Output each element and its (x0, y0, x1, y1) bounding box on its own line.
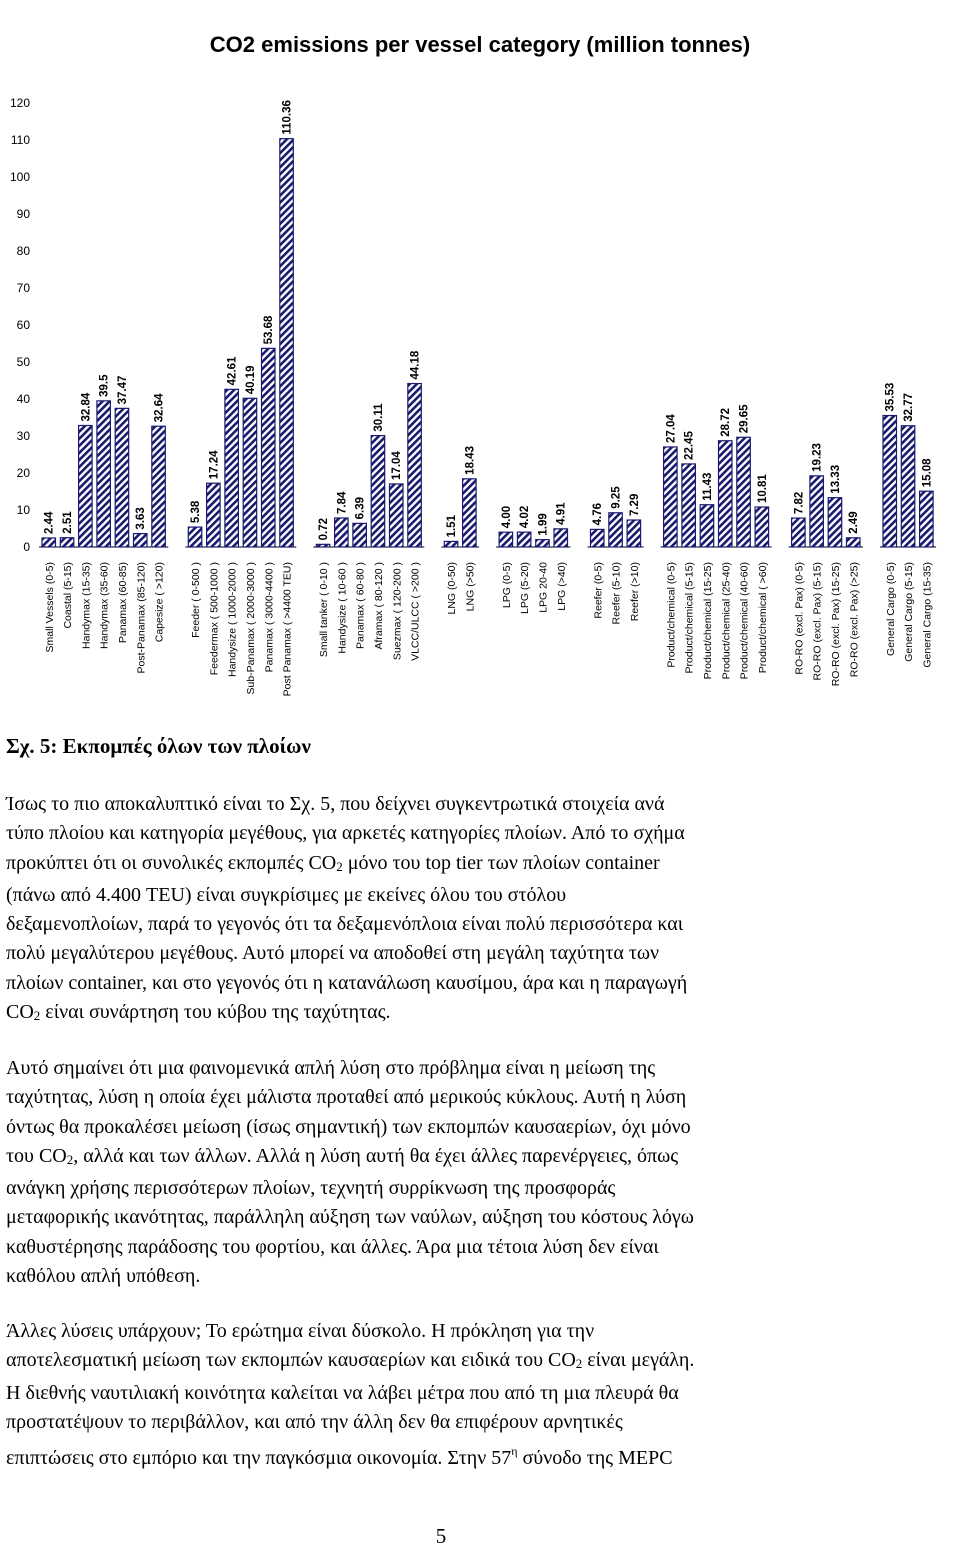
bar-value-label: 7.82 (793, 491, 806, 515)
bar-value-label: 1.51 (446, 515, 459, 538)
y-tick-label: 20 (16, 466, 30, 480)
category-label: Panamax ( 3000-4400 ) (263, 562, 276, 673)
category-label: General Cargo (0-5) (884, 562, 897, 656)
category-label: Capesize ( >120) (153, 562, 166, 643)
figure-caption: Σχ. 5: Εκπομπές όλων των πλοίων (6, 734, 311, 758)
bar-value-label: 7.84 (336, 491, 349, 514)
y-tick-label: 50 (16, 355, 30, 369)
p1-line-2: τύπο πλοίου και κατηγορία μεγέθους, για αρκετές κατηγορίες πλοίων. Από το σχήμα (6, 822, 685, 845)
bar-value-label: 37.47 (116, 375, 129, 405)
bar-value-label: 2.51 (62, 511, 75, 534)
category-label: Product/chemical (40-60) (738, 562, 751, 680)
bar (828, 498, 842, 547)
bar-value-label: 19.23 (811, 443, 824, 472)
bar-value-label: 18.43 (464, 446, 477, 475)
bar-value-label: 5.38 (190, 500, 203, 524)
bar-value-label: 35.53 (884, 382, 897, 412)
category-label: Handysize ( 1000-2000 ) (226, 562, 239, 677)
bar (371, 436, 385, 547)
category-label: Aframax ( 80-120 ) (372, 562, 385, 650)
bar-value-label: 32.77 (903, 392, 916, 422)
category-label: Product/chemical ( >60) (756, 562, 769, 674)
category-label: LPG 20-40 (537, 562, 550, 613)
bar-value-label: 0.72 (318, 517, 331, 541)
bar (262, 348, 276, 547)
bar-value-label: 4.00 (500, 505, 513, 529)
category-label: Feedermax ( 500-1000 ) (208, 562, 221, 676)
y-tick-label: 110 (10, 133, 30, 147)
p2-line-5: ανάγκη χρήσης περισσότερων πλοίων, τεχνητή συρρίκνωση της προσφοράς (6, 1177, 616, 1200)
bar (755, 507, 769, 547)
category-label: LPG (5-20) (519, 562, 532, 614)
p1-line-5: δεξαμενοπλοίων, παρά το γεγονός ότι τα δεξαμενόπλοια είναι πολύ περισσότερα και (6, 913, 684, 936)
category-label: LPG (>40) (555, 562, 568, 611)
p1-line-3: προκύπτει ότι οι συνολικές εκπομπές $CO_2$ μόνο του top tier των πλοίων container (6, 851, 660, 874)
category-label: Product/chemical (25-40) (720, 562, 733, 680)
bar (79, 425, 93, 547)
bar-value-label: 15.08 (921, 458, 934, 488)
bar (664, 447, 678, 547)
bar-value-label: 40.19 (244, 365, 257, 395)
p1-line-6: πολύ μεγαλύτερου μεγέθους. Αυτό μπορεί να αποδοθεί στη μεγάλη ταχύτητα των (6, 942, 660, 965)
category-label: RO-RO (excl. Pax) (>25) (848, 562, 861, 678)
category-label: LPG (0-5) (500, 562, 513, 609)
chart-category-labels (44, 562, 934, 696)
bar (115, 408, 129, 547)
category-label: Reefer (5-10) (610, 562, 623, 625)
category-label: Suezmax ( 120-200 ) (391, 562, 404, 661)
bar (792, 518, 806, 547)
bar (134, 534, 148, 547)
p1-line-1: Ίσως το πιο αποκαλυπτικό είναι το Σχ. 5, που δείχνει συγκεντρωτικά στοιχεία ανά (6, 793, 665, 815)
p2-line-2: ταχύτητας, λύση η οποία έχει μάλιστα προταθεί από μερικούς κύκλους. Αυτή η λύση (6, 1086, 687, 1109)
bar (60, 538, 74, 547)
bar (225, 389, 239, 547)
category-label: Handymax (35-60) (98, 562, 111, 649)
category-label: Sub-Panamax ( 2000-3000 ) (244, 562, 257, 695)
bar-value-label: 30.11 (372, 403, 385, 432)
category-label: Coastal (5-15) (62, 562, 75, 629)
bar (737, 437, 751, 547)
bar-value-label: 17.04 (391, 451, 404, 480)
bar (390, 484, 404, 547)
bar-value-label: 32.64 (153, 393, 166, 423)
bar-value-label: 28.72 (720, 407, 733, 437)
y-tick-label: 40 (16, 392, 30, 406)
bar-value-label: 4.02 (519, 505, 532, 529)
category-label: Panamax ( 60-80 ) (354, 562, 367, 649)
p3-line-2: αποτελεσματική μείωση των εκπομπών καυσαερίων και ειδικά του $CO_2$ είναι μεγάλη. (6, 1349, 695, 1372)
bar-value-label: 9.25 (610, 486, 623, 509)
bar (444, 541, 458, 547)
bar (609, 513, 623, 547)
p3-line-5: επιπτώσεις στο εμπόριο και την παγκόσμια οικονομία. Στην $57^\eta$ σύνοδο της MEPC (6, 1444, 673, 1470)
chart-value-labels (44, 100, 934, 540)
category-label: VLCC/ULCC ( >200 ) (409, 562, 422, 661)
bar-value-label: 1.99 (537, 513, 550, 536)
p3-line-3: Η διεθνής ναυτιλιακή κοινότητα καλείται να λάβει μέτρα που από τη μια πλευρά θα (6, 1381, 679, 1404)
category-label: Product/chemical (0-5) (665, 562, 678, 668)
bar (810, 476, 824, 547)
category-label: General Cargo (15-35) (921, 562, 934, 668)
bar (700, 505, 714, 547)
bar-value-label: 44.18 (409, 350, 422, 380)
y-axis (10, 96, 30, 554)
y-tick-label: 10 (16, 503, 30, 517)
y-tick-label: 120 (9, 96, 30, 110)
bar-value-label: 27.04 (665, 414, 678, 443)
p3-line-1: Άλλες λύσεις υπάρχουν; Το ερώτημα είναι δύσκολο. Η πρόκληση για την (6, 1320, 595, 1342)
bar (335, 518, 349, 547)
bar (42, 538, 56, 547)
bar (682, 464, 696, 547)
p1-line-8: $CO_2$ είναι συνάρτηση του κύβου της ταχύτητας. (6, 1001, 391, 1024)
bar (517, 532, 531, 547)
bar (408, 384, 422, 547)
bar (280, 139, 294, 547)
bar-value-label: 7.29 (628, 493, 641, 517)
category-label: Handysize ( 10-60 ) (336, 562, 349, 654)
co2-bar-chart (0, 0, 960, 720)
category-label: General Cargo (5-15) (903, 562, 916, 662)
bar-value-label: 6.39 (354, 496, 367, 520)
paragraph-3 (6, 1317, 906, 1473)
bar-value-label: 17.24 (208, 450, 221, 480)
bar (97, 401, 111, 547)
category-label: Post Panamax ( >4400 TEU) (281, 562, 294, 697)
y-tick-label: 80 (16, 244, 30, 258)
bar (536, 540, 550, 547)
bar-value-label: 32.84 (80, 392, 93, 422)
bar-value-label: 4.76 (592, 502, 605, 526)
p1-line-7: πλοίων container, και στο γεγονός ότι η κατανάλωση καυσίμου, άρα και η παραγωγή (6, 971, 688, 994)
bar-value-label: 110.36 (281, 100, 294, 135)
bar (554, 529, 568, 547)
page-number: 5 (435, 1524, 447, 1548)
category-label: Product/chemical (5-15) (683, 562, 696, 674)
bar (463, 479, 477, 547)
p2-line-1: Αυτό σημαίνει ότι μια φαινομενικά απλή λύση στο πρόβλημα είναι η μείωση της (6, 1057, 656, 1079)
p2-line-3: όντως θα προκαλέσει μείωση (ίσως σημαντική) των εκπομπών καυσαερίων, όχι μόνο (6, 1115, 691, 1138)
bar (847, 538, 861, 547)
bar (901, 426, 915, 547)
category-label: Feeder ( 0-500 ) (190, 562, 203, 638)
y-tick-label: 70 (16, 281, 30, 295)
bar-value-label: 11.43 (701, 472, 714, 501)
bar (920, 491, 934, 547)
p1-line-4: (πάνω από 4.400 TEU) είναι συγκρίσιμες με εκείνες όλου του στόλου (6, 883, 567, 906)
chart-title: CO2 emissions per vessel category (million tonnes) (209, 32, 751, 57)
bar-value-label: 22.45 (683, 431, 696, 460)
y-tick-label: 60 (16, 318, 30, 332)
category-label: Reefer (>10) (628, 562, 641, 622)
p3-line-4: προστατέψουν το περιβάλλον, και από την άλλη δεν θα επιφέρουν αρνητικές (6, 1410, 623, 1433)
bar-value-label: 13.33 (829, 464, 842, 494)
p2-line-7: καθυστέρησης παράδοσης του φορτίου, και άλλες. Άρα μια τέτοια λύση δεν είναι (6, 1235, 659, 1258)
paragraph-1 (6, 790, 906, 1030)
category-label: RO-RO (excl. Pax) (15-25) (829, 562, 842, 687)
category-label: Product/chemical (15-25) (701, 562, 714, 680)
bar (591, 529, 605, 547)
bar (883, 416, 897, 547)
bar (243, 398, 257, 547)
bar (207, 483, 221, 547)
y-tick-label: 30 (16, 429, 30, 443)
p2-line-4: του $CO_2$, αλλά και των άλλων. Αλλά η λύση αυτή θα έχει άλλες παρενέργειες, όπως (6, 1144, 679, 1167)
bar-value-label: 39.5 (98, 374, 111, 397)
p2-line-8: καθόλου απλή υπόθεση. (6, 1265, 201, 1288)
bar-value-label: 42.61 (226, 356, 239, 386)
category-label: RO-RO (excl. Pax) (5-15) (811, 562, 824, 681)
bar (353, 523, 367, 547)
bar-value-label: 2.49 (848, 511, 861, 534)
bar (627, 520, 641, 547)
y-tick-label: 100 (9, 170, 30, 184)
y-tick-label: 0 (23, 540, 30, 554)
bar-value-label: 4.91 (555, 502, 568, 525)
bar (152, 426, 166, 547)
bar (719, 441, 733, 547)
bar-value-label: 53.68 (263, 315, 276, 345)
category-label: Small tanker ( 0-10 ) (318, 562, 331, 658)
paragraph-2 (6, 1054, 906, 1291)
category-label: Small Vessels (0-5) (43, 562, 56, 653)
bar (316, 544, 330, 547)
y-tick-label: 90 (16, 207, 30, 221)
bar (499, 532, 512, 547)
bar-value-label: 29.65 (738, 404, 751, 434)
category-label: RO-RO (excl. Pax) (0-5) (793, 562, 806, 675)
category-label: Panamax (60-85) (116, 562, 129, 644)
category-label: Reefer (0-5) (592, 562, 605, 619)
category-label: LNG (>50) (464, 562, 477, 612)
bar (188, 527, 202, 547)
bar-value-label: 2.44 (43, 511, 56, 534)
p2-line-6: μεταφορικής ικανότητας, παράλληλη αύξηση των ναύλων, αύξηση του κόστους λόγω (6, 1206, 694, 1229)
bar-value-label: 10.81 (756, 474, 769, 504)
chart-bars (39, 139, 936, 547)
category-label: LNG (0-50) (446, 562, 459, 615)
bar-value-label: 3.63 (135, 507, 148, 530)
category-label: Handymax (15-35) (80, 562, 93, 649)
category-label: Post-Panamax (85-120) (135, 562, 148, 674)
